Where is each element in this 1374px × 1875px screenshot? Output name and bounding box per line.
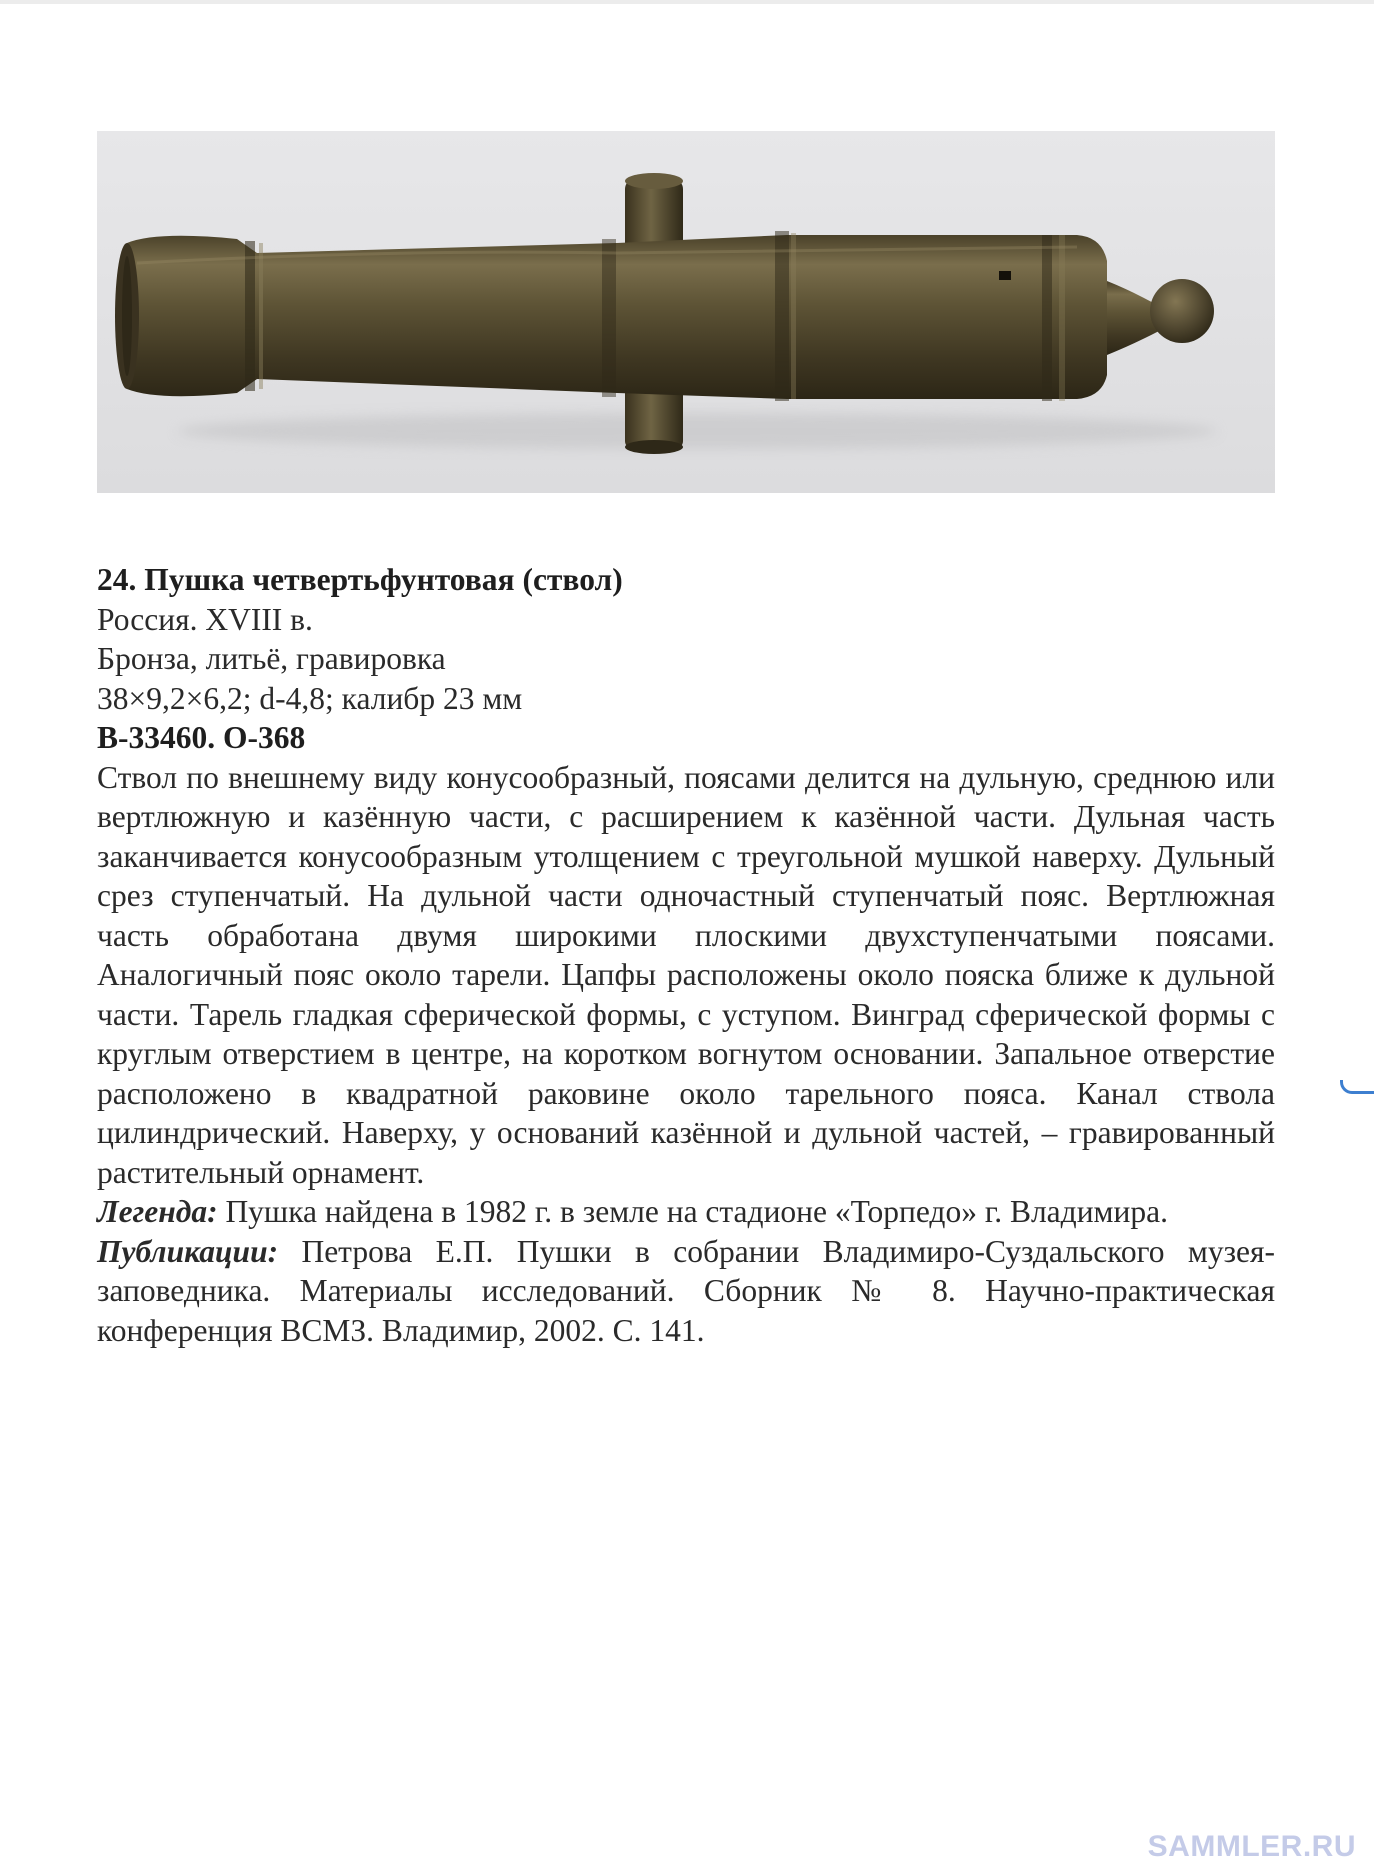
entry-origin: Россия. XVIII в. [97, 601, 313, 637]
entry-description: Ствол по внешнему виду конусообразный, поясами делится на дульную, среднюю или вертлюжную и казённую части, с расширением к казённой части. Дульная часть заканчивается конусообразным утолщением с треугольной мушкой наверху. Дульный срез ступенчатый. На дульной части одночастный ступенчатый пояс. Вертлюжная часть обработана двумя широкими плоскими двухступенчатыми поясами. Аналогичный пояс около тарели. Цапфы расположены около пояска ближе к дульной части. Тарель гладкая сферической формы, с уступом. Винград сферической формы с круглым отверстием в центре, на коротком вогнутом основании. Запальное отверстие расположено в квадратной раковине около тарельного пояса. Канал ствола цилиндрический. Наверху, у оснований казённой и дульной частей, – гравированный растительный орнамент. [97, 759, 1275, 1190]
watermark: SAMMLER.RU [1147, 1830, 1356, 1863]
bronze-cannon-barrel-photo [97, 131, 1275, 493]
entry-publications [97, 1232, 1275, 1351]
entry-legend [97, 1192, 1275, 1232]
publications-label: Публикации: [97, 1233, 279, 1269]
cascabel-knob [1150, 279, 1214, 343]
legend-label: Легенда: [97, 1194, 218, 1229]
entry-material: Бронза, литьё, гравировка [97, 641, 446, 676]
edge-bookmark-mark [1340, 1080, 1374, 1094]
muzzle-ring [245, 241, 255, 391]
entry-dimensions: 38×9,2×6,2; d-4,8; калибр 23 мм [97, 680, 523, 716]
vent-hole [999, 271, 1011, 280]
entry-title: 24. Пушка четвертьфунтовая (ствол) [97, 562, 623, 597]
top-divider [0, 0, 1374, 4]
breech-ring [775, 231, 789, 401]
catalog-entry [97, 560, 1275, 1350]
entry-inventory-number: В-33460. О-368 [97, 720, 306, 755]
cannon-photo [97, 131, 1275, 493]
base-ring [1042, 235, 1052, 401]
reinforce-ring [602, 239, 616, 397]
legend-text: Пушка найдена в 1982 г. в земле на стадионе «Торпедо» г. Владимира. [217, 1194, 1168, 1229]
publications-text: Петрова Е.П. Пушки в собрании Владимиро-Суздальского музея-заповедника. Материалы исследований. Сборник № 8. Научно-практическая конференция ВСМЗ. Владимир, 2002. С. 141. [97, 1233, 1275, 1348]
